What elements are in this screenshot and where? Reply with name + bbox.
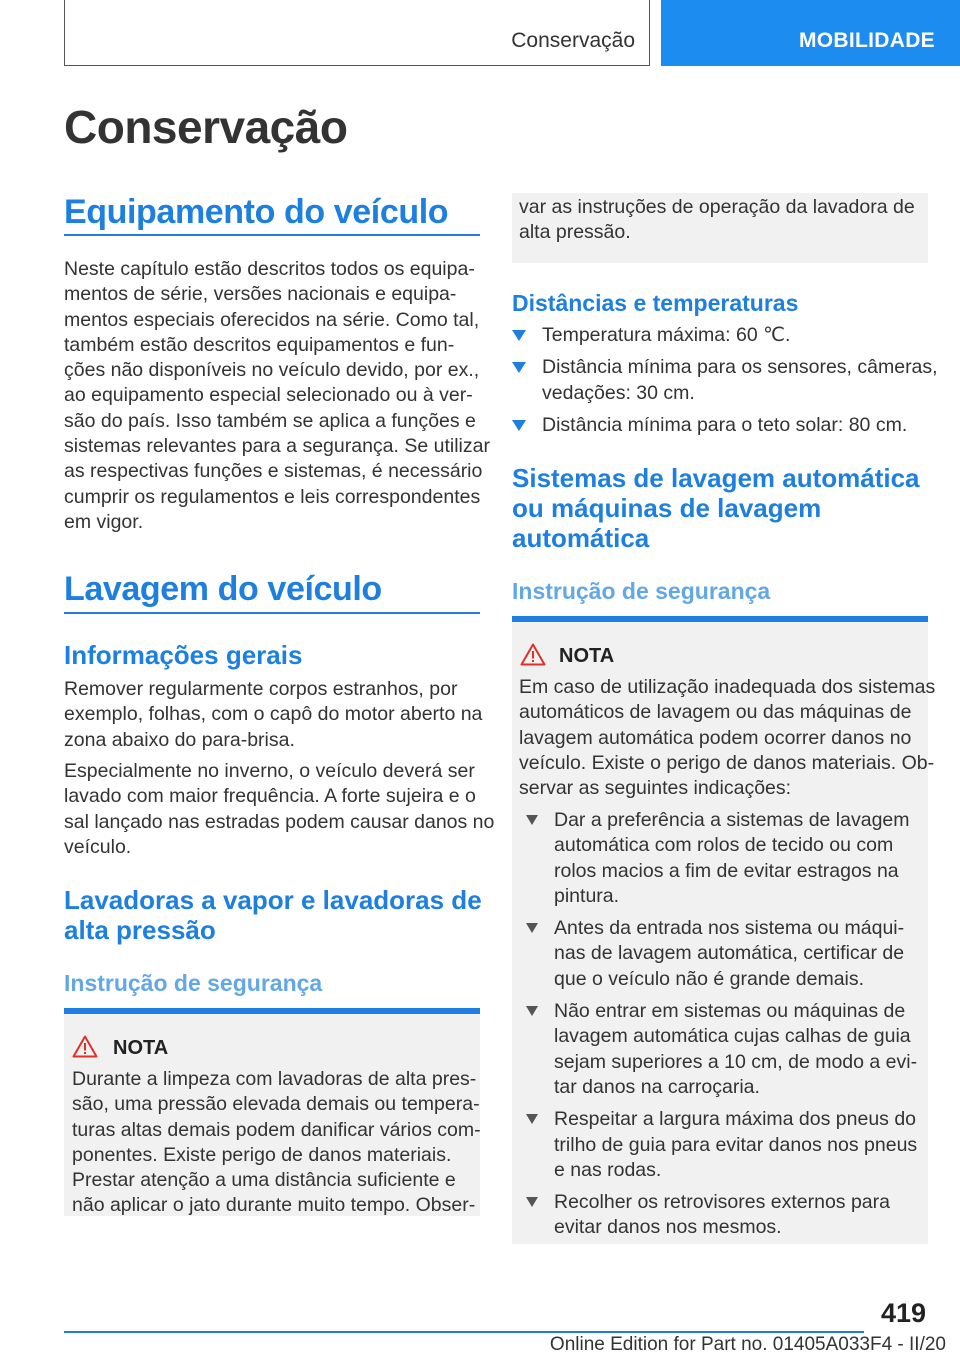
heading-safety-right: Instrução de segurança [512,578,771,604]
bullet-triangle-icon [526,923,538,933]
text-line: Recolher os retrovisores externos para [554,1191,890,1214]
bullet-triangle-icon [526,1006,538,1016]
text-line: veículo. [64,835,132,858]
text-line: Antes da entrada nos sistema ou máqui- [554,917,905,940]
text-line: mentos especiais oferecidos na série. Como tal, [64,308,480,331]
list-item [526,808,926,909]
text-line: veículo. Existe o perigo de danos materiais. Ob- [519,751,935,774]
warning-icon [520,643,546,666]
text-line: ou máquinas de lavagem [512,493,822,523]
footer-edition: Online Edition for Part no. 01405A033F4 - II/20 [549,1334,946,1355]
note-text-left [72,1067,480,1219]
bullet-triangle-icon [512,330,526,341]
text-line: e nas rodas. [554,1158,662,1181]
heading-general-info: Informações gerais [64,640,303,670]
header-chapter-label: MOBILIDADE [799,29,935,52]
text-line: lavagem automática cujas calhas de guia [554,1025,911,1048]
heading-rule [64,612,480,614]
text-line: tar danos na carroçaria. [554,1075,760,1098]
bullet-triangle-icon [526,815,538,825]
bullet-triangle-icon [526,1197,538,1207]
heading-automatic-wash [512,463,942,553]
page-number: 419 [880,1298,926,1328]
text-line: automática com rolos de tecido ou com [554,834,894,857]
note-text-continued [519,195,927,246]
text-line: ções não disponíveis no veículo devido, por ex., [64,359,480,382]
text-line: ponentes. Existe perigo de danos materiais. [72,1143,452,1166]
note-items-list [526,808,926,1248]
text-line: Neste capítulo estão descritos todos os equipa- [64,258,475,280]
list-item [526,999,926,1100]
text-line: mentos de série, versões nacionais e equipa- [64,283,457,306]
footer-rule [64,1331,864,1333]
header-section-label: Conservação [511,29,635,52]
text-line: Distância mínima para o teto solar: 80 cm. [542,413,908,436]
text-line: pintura. [554,884,620,907]
text-line: Distância mínima para os sensores, câmeras, [542,356,938,379]
text-line: Remover regularmente corpos estranhos, por [64,678,458,700]
text-line: zona abaixo do para-brisa. [64,728,295,751]
chapter-title: Conservação [64,101,348,153]
list-item [526,1190,926,1241]
text-line: nas de lavagem automática, certificar de [554,942,905,965]
text-line: exemplo, folhas, com o capô do motor aberto na [64,703,483,726]
text-line: servar as seguintes indicações: [519,777,792,800]
text-line: sejam superiores a 10 cm, de modo a evi- [554,1050,918,1073]
header-chapter-tab [661,0,960,66]
warning-icon [72,1035,98,1058]
heading-safety-left: Instrução de segurança [64,970,323,996]
text-line: lavagem automática podem ocorrer danos no [519,726,912,749]
heading-equipment: Equipamento do veículo [64,193,449,231]
list-item [512,413,928,438]
note-label-right: NOTA [559,645,615,667]
header-section-tab [64,0,650,66]
text-line: em vigor. [64,510,144,533]
text-line: Temperatura máxima: 60 ℃. [542,324,791,346]
bullet-triangle-icon [512,362,526,373]
equipment-paragraph [64,257,490,535]
text-line: trilho de guia para evitar danos nos pneus [554,1133,918,1156]
heading-rule [64,234,480,236]
text-line: as respectivas funções e sistemas, é necessário [64,460,483,483]
text-line: cumprir os regulamentos e leis correspondentes [64,485,481,508]
note-label-left: NOTA [113,1037,169,1059]
text-line: Prestar atenção a uma distância suficiente e [72,1169,456,1192]
text-line: não aplicar o jato durante muito tempo. Obser- [72,1194,476,1217]
text-line: automáticos de lavagem ou das máquinas de [519,701,912,724]
text-line: que o veículo não é grande demais. [554,967,865,990]
list-item [512,355,938,406]
heading-distances: Distâncias e temperaturas [512,290,799,316]
text-line: lavado com maior frequência. A forte sujeira e o [64,785,476,808]
list-item [526,1107,926,1183]
text-line: também estão descritos equipamentos e fun- [64,333,455,356]
text-line: Durante a limpeza com lavadoras de alta pres- [72,1068,477,1090]
general-paragraph-2 [64,759,495,860]
text-line: vedações: 30 cm. [542,381,695,404]
distances-list [512,323,938,445]
text-line: são, uma pressão elevada demais ou tempera- [72,1093,480,1116]
text-line: turas altas demais podem danificar vários com- [72,1118,481,1141]
heading-wash: Lavagem do veículo [64,570,382,608]
bullet-triangle-icon [512,420,526,431]
text-line: var as instruções de operação da lavadora de [519,196,915,218]
text-line: automática [512,523,650,553]
text-line: rolos macios a fim de evitar estragos na [554,859,899,882]
text-line: Não entrar em sistemas ou máquinas de [554,1000,906,1023]
heading-steam-cleaners [64,885,484,945]
text-line: Lavadoras a vapor e lavadoras de [64,885,482,915]
text-line: Dar a preferência a sistemas de lavagem [554,809,910,831]
note-text-right [519,675,936,801]
text-line: Respeitar a largura máxima dos pneus do [554,1108,917,1131]
text-line: sal lançado nas estradas podem causar danos no [64,810,495,833]
text-line: evitar danos nos mesmos. [554,1216,782,1239]
text-line: alta pressão. [519,221,631,244]
text-line: ao equipamento especial selecionado ou à ver- [64,384,473,407]
general-paragraph-1 [64,677,484,753]
text-line: alta pressão [64,915,216,945]
list-item [526,916,926,992]
text-line: são do país. Isso também se aplica a funções e [64,409,476,432]
text-line: Em caso de utilização inadequada dos sistemas [519,676,936,698]
bullet-triangle-icon [526,1114,538,1124]
text-line: Sistemas de lavagem automática [512,463,920,493]
text-line: sistemas relevantes para a segurança. Se utilizar [64,435,490,458]
list-item [512,323,928,348]
text-line: Especialmente no inverno, o veículo deverá ser [64,760,475,782]
